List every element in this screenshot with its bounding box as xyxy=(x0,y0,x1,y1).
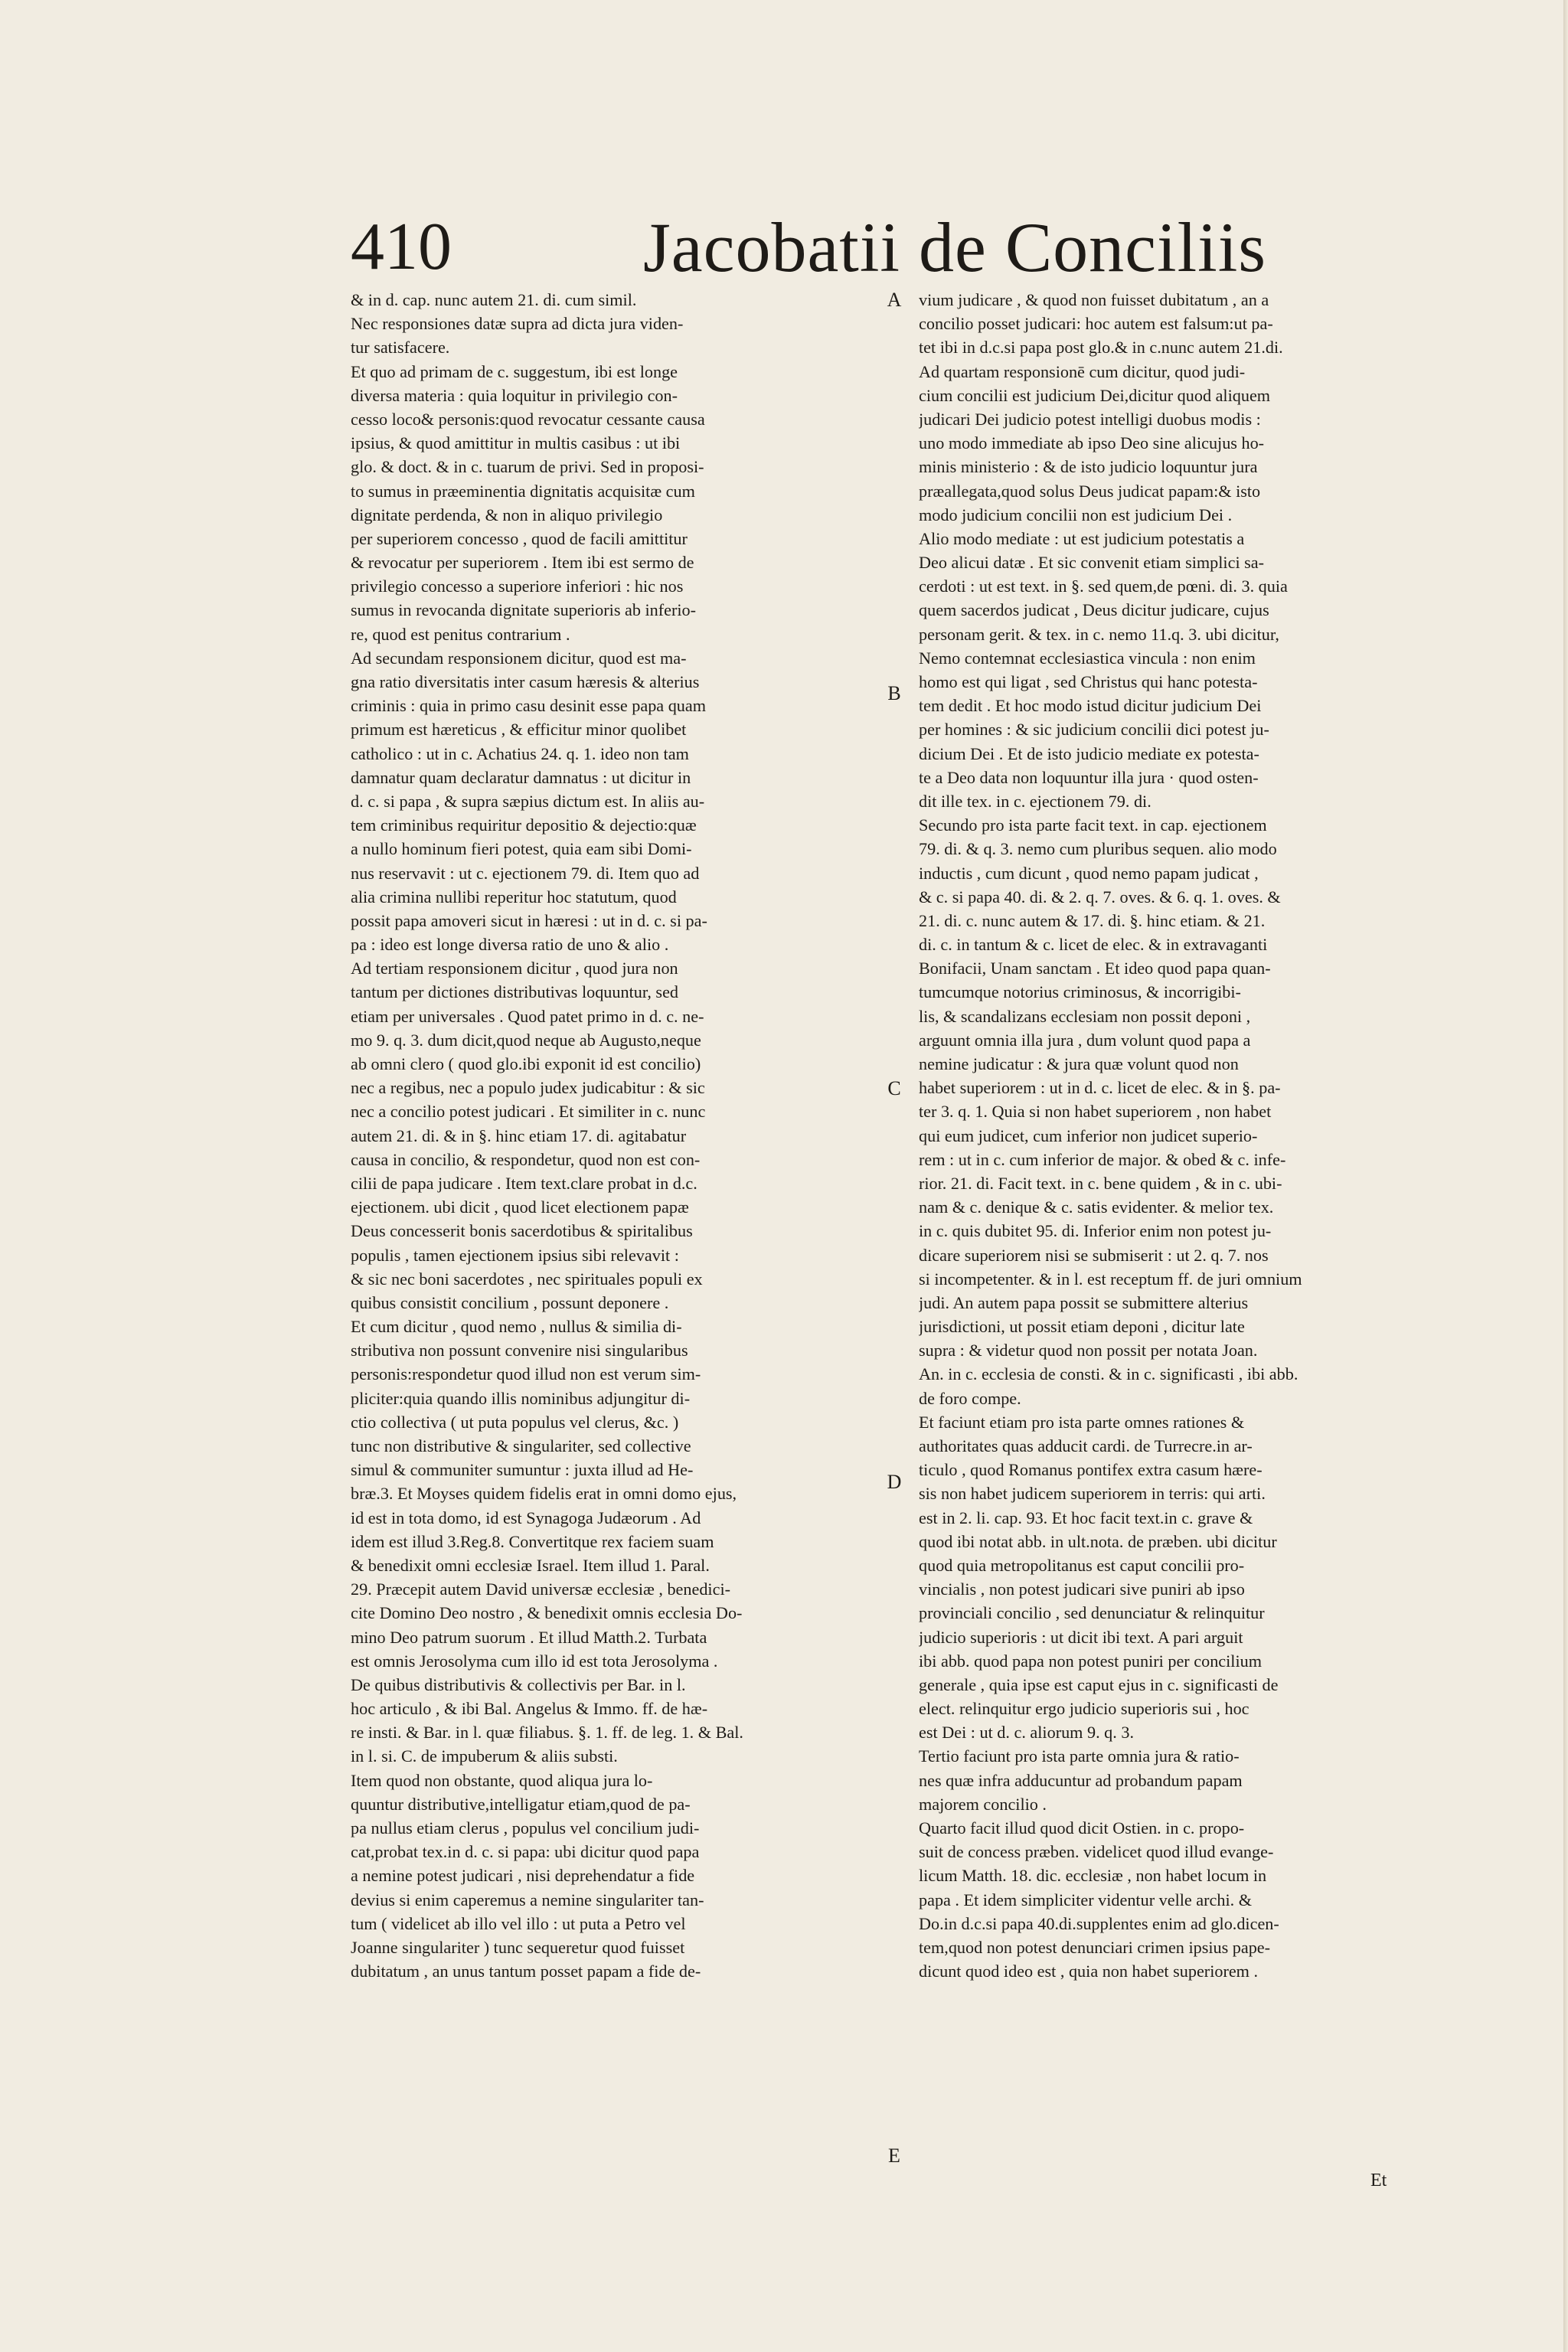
text-line: stributiva non possunt convenire nisi singularibus xyxy=(351,1341,688,1361)
text-line: Quarto facit illud quod dicit Ostien. in c. propo- xyxy=(919,1818,1245,1838)
text-line: ejectionem. ubi dicit , quod licet electionem papæ xyxy=(351,1197,689,1217)
text-line: te a Deo data non loquuntur illa jura · quod osten- xyxy=(919,767,1259,787)
text-line: Et faciunt etiam pro ista parte omnes rationes & xyxy=(919,1412,1245,1432)
text-line: pliciter:quia quando illis nominibus adjungitur di- xyxy=(351,1388,691,1408)
text-line: Ad quartam responsionē cum dicitur, quod judi- xyxy=(919,361,1246,381)
text-line: Tertio faciunt pro ista parte omnia jura & ratio- xyxy=(919,1746,1240,1766)
text-line: mo 9. q. 3. dum dicit,quod neque ab Augusto,neque xyxy=(351,1030,701,1050)
text-line: hoc articulo , & ibi Bal. Angelus & Immo. ff. de hæ- xyxy=(351,1699,708,1719)
text-line: provinciali concilio , sed denunciatur & relinquitur xyxy=(919,1603,1265,1623)
text-line: pa nullus etiam clerus , populus vel concilium judi- xyxy=(351,1818,700,1838)
text-line: uno modo immediate ab ipso Deo sine alicujus ho- xyxy=(919,433,1265,453)
text-line: authoritates quas adducit cardi. de Turrecre.in ar- xyxy=(919,1436,1253,1455)
text-line: nes quæ infra adducuntur ad probandum papam xyxy=(919,1770,1243,1790)
text-line: concilio posset judicari: hoc autem est falsum:ut pa- xyxy=(919,314,1273,334)
text-line: 79. di. & q. 3. nemo cum pluribus sequen. alio modo xyxy=(919,839,1277,859)
text-line: alia crimina nullibi reperitur hoc statutum, quod xyxy=(351,887,677,906)
text-line: Et cum dicitur , quod nemo , nullus & similia di- xyxy=(351,1317,682,1337)
page-number: 410 xyxy=(351,210,452,284)
text-line: si incompetenter. & in l. est receptum ff. de juri omnium xyxy=(919,1269,1302,1289)
margin-marker-b: B xyxy=(887,682,901,704)
text-line: glo. & doct. & in c. tuarum de privi. Sed in proposi- xyxy=(351,457,704,477)
text-line: quod ibi notat abb. in ult.nota. de præben. ubi dicitur xyxy=(919,1531,1277,1551)
text-line: mino Deo patrum suorum . Et illud Matth.2. Turbata xyxy=(351,1627,707,1647)
text-line: arguunt omnia illa jura , dum volunt quod papa a xyxy=(919,1030,1251,1050)
page-header xyxy=(351,205,1438,289)
text-line: gna ratio diversitatis inter casum hæresis & alterius xyxy=(351,672,700,691)
text-line: to sumus in præeminentia dignitatis acquisitæ cum xyxy=(351,481,695,501)
text-line: Deus concesserit bonis sacerdotibus & spiritalibus xyxy=(351,1221,693,1241)
text-line: primum est hæreticus , & efficitur minor quolibet xyxy=(351,720,687,740)
text-line: rior. 21. di. Facit text. in c. bene quidem , & in c. ubi- xyxy=(919,1173,1282,1193)
text-line: per superiorem concesso , quod de facili amittitur xyxy=(351,528,688,548)
text-line: nam & c. denique & c. satis evidenter. & melior tex. xyxy=(919,1197,1274,1217)
text-line: generale , quia ipse est caput ejus in c. significasti de xyxy=(919,1674,1279,1694)
text-line: & revocatur per superiorem . Item ibi est sermo de xyxy=(351,553,694,573)
text-line: est in 2. li. cap. 93. Et hoc facit text.in c. grave & xyxy=(919,1508,1253,1527)
text-line: 29. Præcepit autem David universæ ecclesiæ , benedici- xyxy=(351,1579,731,1599)
text-line: criminis : quia in primo casu desinit esse papa quam xyxy=(351,696,706,716)
text-line: qui eum judicet, cum inferior non judicet superio- xyxy=(919,1125,1258,1145)
text-line: vincialis , non potest judicari sive puniri ab ipso xyxy=(919,1579,1245,1599)
text-line: dicunt quod ideo est , quia non habet superiorem . xyxy=(919,1962,1259,1981)
text-line: minis ministerio : & de isto judicio loquuntur jura xyxy=(919,457,1258,477)
text-line: tem,quod non potest denunciari crimen ipsius pape- xyxy=(919,1937,1271,1957)
text-line: tur satisfacere. xyxy=(351,338,450,358)
text-line: & c. si papa 40. di. & 2. q. 7. oves. & 6. q. 1. oves. & xyxy=(919,887,1281,906)
text-line: quod quia metropolitanus est caput concilii pro- xyxy=(919,1555,1245,1575)
text-line: cium concilii est judicium Dei,dicitur quod aliquem xyxy=(919,385,1271,405)
text-line: ab omni clero ( quod glo.ibi exponit id est concilio) xyxy=(351,1054,701,1073)
text-line: simul & communiter sumuntur : juxta illud ad He- xyxy=(351,1460,694,1480)
text-line: papa . Et idem simpliciter videntur velle archi. & xyxy=(919,1890,1252,1909)
text-line: habet superiorem : ut in d. c. licet de elec. & in §. pa- xyxy=(919,1078,1281,1098)
catchword: Et xyxy=(1370,2171,1387,2190)
text-line: 21. di. c. nunc autem & 17. di. §. hinc etiam. & 21. xyxy=(919,910,1266,930)
text-line: re, quod est penitus contrarium . xyxy=(351,624,570,644)
text-line: tem dedit . Et hoc modo istud dicitur judicium Dei xyxy=(919,696,1262,716)
text-line: jurisdictioni, ut possit etiam deponi , dicitur late xyxy=(919,1317,1245,1337)
text-line: cilii de papa judicare . Item text.clare probat in d.c. xyxy=(351,1173,697,1193)
margin-marker-c: C xyxy=(887,1077,901,1099)
text-line: in c. quis dubitet 95. di. Inferior enim non potest ju- xyxy=(919,1221,1272,1241)
text-line: præallegata,quod solus Deus judicat papam:& isto xyxy=(919,481,1261,501)
running-title: Jacobatii de Conciliis xyxy=(643,208,1267,286)
text-line: tantum per dictiones distributivas loquuntur, sed xyxy=(351,982,679,1002)
text-line: tem criminibus requiritur depositio & dejectio:quæ xyxy=(351,815,697,835)
text-line: nemine judicatur : & jura quæ volunt quod non xyxy=(919,1054,1239,1073)
text-line: suit de concess præben. videlicet quod illud evange- xyxy=(919,1842,1274,1862)
text-line: vium judicare , & quod non fuisset dubitatum , an a xyxy=(919,290,1269,309)
text-line: causa in concilio, & respondetur, quod non est con- xyxy=(351,1149,701,1169)
text-line: supra : & videtur quod non possit per notata Joan. xyxy=(919,1341,1258,1361)
text-line: judi. An autem papa possit se submittere alterius xyxy=(919,1292,1249,1312)
page-binding-edge xyxy=(1563,0,1568,2352)
text-line: Do.in d.c.si papa 40.di.supplentes enim ad glo.dicen- xyxy=(919,1913,1279,1933)
text-line: nec a concilio potest judicari . Et similiter in c. nunc xyxy=(351,1102,706,1122)
text-line: tumcumque notorius criminosus, & incorrigibi- xyxy=(919,982,1241,1002)
text-line: quibus consistit concilium , possunt deponere . xyxy=(351,1292,669,1312)
text-line: bræ.3. Et Moyses quidem fidelis erat in omni domo ejus, xyxy=(351,1484,737,1504)
text-line: idem est illud 3.Reg.8. Convertitque rex faciem suam xyxy=(351,1531,714,1551)
text-line: d. c. si papa , & supra sæpius dictum est. In aliis au- xyxy=(351,791,705,811)
text-line: cat,probat tex.in d. c. si papa: ubi dicitur quod papa xyxy=(351,1842,700,1862)
text-line: cesso loco& personis:quod revocatur cessante causa xyxy=(351,409,705,429)
text-line: dignitate perdenda, & non in aliquo privilegio xyxy=(351,505,663,524)
text-line: Ad tertiam responsionem dicitur , quod jura non xyxy=(351,959,678,978)
text-line: dicare superiorem nisi se submiserit : ut 2. q. 7. nos xyxy=(919,1245,1269,1265)
margin-marker-e: E xyxy=(888,2145,900,2167)
text-line: Joanne singulariter ) tunc sequeretur quod fuisset xyxy=(351,1937,685,1957)
text-line: dicium Dei . Et de isto judicio mediate ex potesta- xyxy=(919,743,1259,763)
text-line: tunc non distributive & singulariter, sed collective xyxy=(351,1436,691,1455)
text-line: a nemine potest judicari , nisi deprehendatur a fide xyxy=(351,1866,695,1886)
text-line: tum ( videlicet ab illo vel illo : ut puta a Petro vel xyxy=(351,1913,686,1933)
text-line: inductis , cum dicunt , quod nemo papam judicat , xyxy=(919,863,1259,883)
text-line: licum Matth. 18. dic. ecclesiæ , non habet locum in xyxy=(919,1866,1267,1886)
text-line: ctio collectiva ( ut puta populus vel clerus, &c. ) xyxy=(351,1412,679,1432)
text-line: personis:respondetur quod illud non est verum sim- xyxy=(351,1364,701,1384)
left-text-column xyxy=(351,288,848,1983)
text-line: autem 21. di. & in §. hinc etiam 17. di. agitabatur xyxy=(351,1125,687,1145)
text-line: quem sacerdos judicat , Deus dicitur judicare, cujus xyxy=(919,600,1269,620)
text-line: elect. relinquitur ergo judicio superioris sui , hoc xyxy=(919,1699,1250,1719)
text-line: ticulo , quod Romanus pontifex extra casum hære- xyxy=(919,1460,1263,1480)
text-line: An. in c. ecclesia de consti. & in c. significasti , ibi abb. xyxy=(919,1364,1298,1384)
text-line: damnatur quam declaratur damnatus : ut dicitur in xyxy=(351,767,691,787)
text-line: Ad secundam responsionem dicitur, quod est ma- xyxy=(351,648,687,668)
text-line: lis, & scandalizans ecclesiam non possit deponi , xyxy=(919,1006,1251,1026)
text-line: homo est qui ligat , sed Christus qui hanc potesta- xyxy=(919,672,1258,691)
text-line: possit papa amoveri sicut in hæresi : ut in d. c. si pa- xyxy=(351,910,707,930)
text-line: Bonifacii, Unam sanctam . Et ideo quod papa quan- xyxy=(919,959,1271,978)
text-line: Secundo pro ista parte facit text. in cap. ejectionem xyxy=(919,815,1267,835)
text-line: personam gerit. & tex. in c. nemo 11.q. 3. ubi dicitur, xyxy=(919,624,1279,644)
text-line: etiam per universales . Quod patet primo in d. c. ne- xyxy=(351,1006,704,1026)
text-line: nec a regibus, nec a populo judex judicabitur : & sic xyxy=(351,1078,705,1098)
text-line: dit ille tex. in c. ejectionem 79. di. xyxy=(919,791,1152,811)
text-line: tet ibi in d.c.si papa post glo.& in c.nunc autem 21.di. xyxy=(919,338,1283,358)
text-line: re insti. & Bar. in l. quæ filiabus. §. 1. ff. de leg. 1. & Bal. xyxy=(351,1723,743,1743)
text-line: Et quo ad primam de c. suggestum, ibi est longe xyxy=(351,361,678,381)
text-line: ipsius, & quod amittitur in multis casibus : ut ibi xyxy=(351,433,681,453)
text-line: di. c. in tantum & c. licet de elec. & in extravaganti xyxy=(919,935,1268,955)
margin-marker-d: D xyxy=(887,1471,902,1493)
text-line: Alio modo mediate : ut est judicium potestatis a xyxy=(919,528,1245,548)
text-line: in l. si. C. de impuberum & aliis substi. xyxy=(351,1746,618,1766)
text-line: de foro compe. xyxy=(919,1388,1021,1408)
text-line: quuntur distributive,intelligatur etiam,quod de pa- xyxy=(351,1794,691,1814)
text-line: sis non habet judicem superiorem in terris: qui arti. xyxy=(919,1484,1266,1504)
text-line: majorem concilio . xyxy=(919,1794,1047,1814)
text-line: est Dei : ut d. c. aliorum 9. q. 3. xyxy=(919,1723,1134,1743)
text-line: Nec responsiones datæ supra ad dicta jura viden- xyxy=(351,314,684,334)
text-line: & sic nec boni sacerdotes , nec spirituales populi ex xyxy=(351,1269,703,1289)
text-line: judicari Dei judicio potest intelligi duobus modis : xyxy=(919,409,1261,429)
text-line: dubitatum , an unus tantum posset papam a fide de- xyxy=(351,1962,701,1981)
text-line: rem : ut in c. cum inferior de major. & obed & c. infe- xyxy=(919,1149,1286,1169)
text-line: & benedixit omni ecclesiæ Israel. Item illud 1. Paral. xyxy=(351,1555,710,1575)
text-line: judicio superioris : ut dicit ibi text. A pari arguit xyxy=(919,1627,1243,1647)
text-line: ter 3. q. 1. Quia si non habet superiorem , non habet xyxy=(919,1102,1272,1122)
text-line: pa : ideo est longe diversa ratio de uno & alio . xyxy=(351,935,669,955)
text-line: cerdoti : ut est text. in §. sed quem,de pœni. di. 3. quia xyxy=(919,577,1288,596)
text-line: Item quod non obstante, quod aliqua jura lo- xyxy=(351,1770,653,1790)
text-line: sumus in revocanda dignitate superioris ab inferio- xyxy=(351,600,697,620)
text-line: Deo alicui datæ . Et sic convenit etiam simplici sa- xyxy=(919,553,1265,573)
text-line: privilegio concesso a superiore inferiori : hic nos xyxy=(351,577,684,596)
text-line: devius si enim caperemus a nemine singulariter tan- xyxy=(351,1890,704,1909)
text-line: nus reservavit : ut c. ejectionem 79. di. Item quo ad xyxy=(351,863,700,883)
text-line: per homines : & sic judicium concilii dici potest ju- xyxy=(919,720,1269,740)
text-line: diversa materia : quia loquitur in privilegio con- xyxy=(351,385,678,405)
text-line: De quibus distributivis & collectivis per Bar. in l. xyxy=(351,1674,686,1694)
text-line: id est in tota domo, id est Synagoga Judæorum . Ad xyxy=(351,1508,701,1527)
text-line: populis , tamen ejectionem ipsius sibi relevavit : xyxy=(351,1245,679,1265)
text-line: Nemo contemnat ecclesiastica vincula : non enim xyxy=(919,648,1256,668)
text-line: modo judicium concilii non est judicium Dei . xyxy=(919,505,1233,524)
text-line: ibi abb. quod papa non potest puniri per concilium xyxy=(919,1651,1262,1671)
text-line: & in d. cap. nunc autem 21. di. cum simil. xyxy=(351,290,637,309)
margin-marker-a: A xyxy=(887,289,902,311)
text-line: a nullo hominum fieri potest, quia eam sibi Domi- xyxy=(351,839,692,859)
right-text-column xyxy=(919,288,1416,1983)
text-line: est omnis Jerosolyma cum illo id est tota Jerosolyma . xyxy=(351,1651,718,1671)
text-line: catholico : ut in c. Achatius 24. q. 1. ideo non tam xyxy=(351,743,689,763)
text-line: cite Domino Deo nostro , & benedixit omnis ecclesia Do- xyxy=(351,1603,743,1623)
